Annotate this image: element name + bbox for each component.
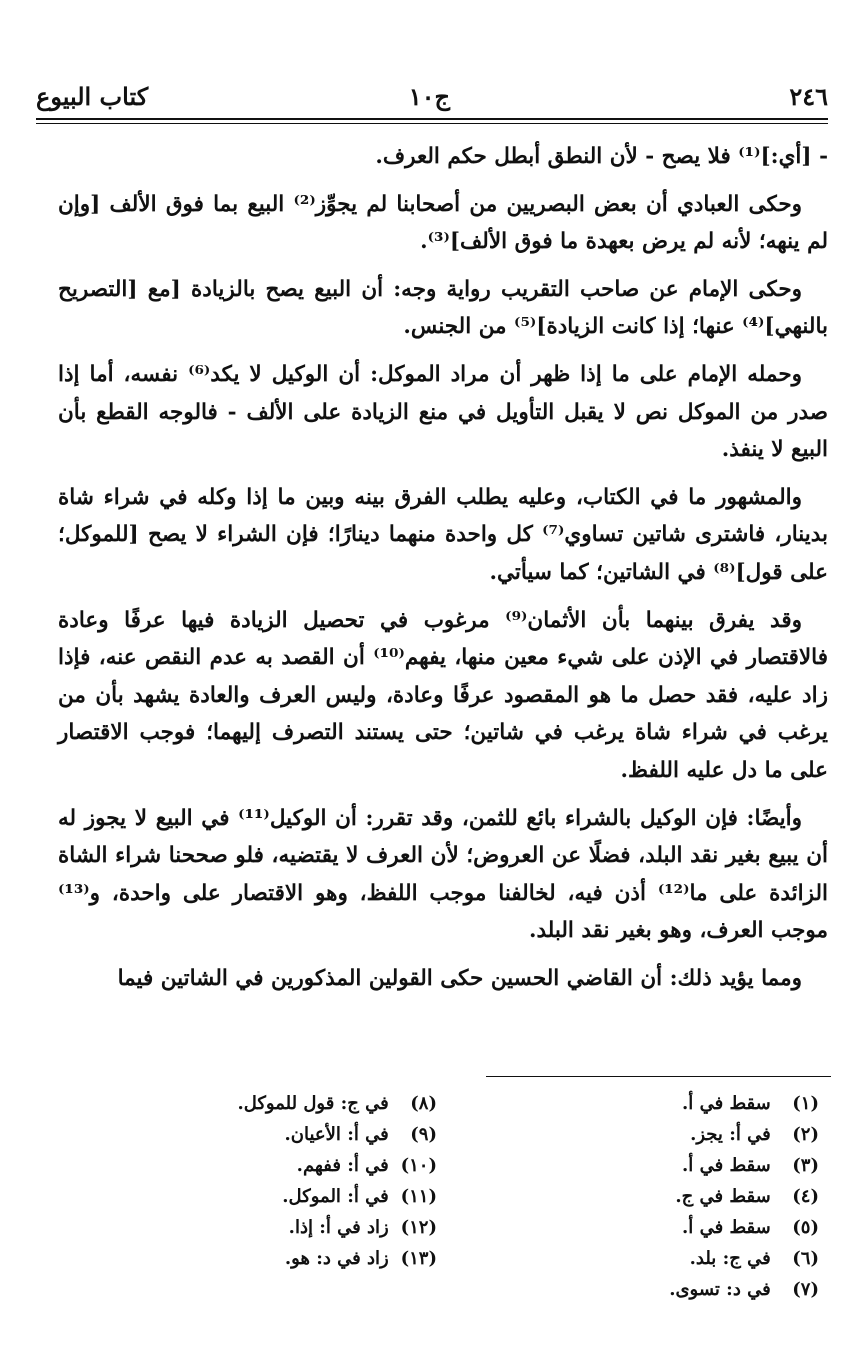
footnote-text: في أ: الأعيان. [284,1124,389,1145]
book-title: كتاب البيوع [36,82,149,111]
footnote [489,1088,819,1119]
main-text [58,138,828,997]
footnote [489,1243,819,1274]
footnote-number: (٦) [792,1248,819,1269]
footnote-text: سقط في أ. [682,1155,771,1176]
paragraph: - [أي:]⁽¹⁾ فلا يصح - لأن النطق أبطل حكم العرف. [375,144,828,169]
page-number: ٢٤٦ [789,82,828,111]
footnote [489,1119,819,1150]
paragraph: وقد يفرق بينهما بأن الأثمان⁽⁹⁾ مرغوب في تحصيل الزيادة فيها عرفًا وعادة فالاقتصار في الإذن على شيء معين منها، يفهم⁽¹⁰⁾ أن القصد به عدم النقص عنه، فإذا زاد عليه، فقد حصل ما هو المقصود عرفًا وعادة، وليس العرف والعادة يشهد بأن من يرغب في شراء شاة يرغب في شاتين؛ حتى يستند التصرف إليهما؛ فوجب الاقتصار على ما دل عليه اللفظ. [58,607,829,783]
footnote [489,1150,819,1181]
footnote [107,1088,437,1119]
footnote [107,1181,437,1212]
paragraph: وحكى العبادي أن بعض البصريين من أصحابنا لم يجوِّز⁽²⁾ البيع بما فوق الألف [وإن لم ينهه؛ لأنه لم يرض بعهدة ما فوق الألف]⁽³⁾. [58,191,828,255]
footnote-number: (١٢) [400,1217,437,1238]
paragraph: وحمله الإمام على ما إذا ظهر أن مراد الموكل: أن الوكيل لا يكد⁽⁶⁾ نفسه، أما إذا صدر من الموكل نص لا يقبل التأويل في منع الزيادة على الألف - فالوجه القطع بأن البيع لا ينفذ. [58,361,828,463]
footnote-separator [486,1076,831,1077]
footnote-number: (٣) [792,1155,819,1176]
footnote-number: (١٣) [400,1248,437,1269]
footnote-text: سقط في أ. [682,1093,771,1114]
footnote-text: في د: تسوى. [669,1279,771,1300]
footnote [107,1243,437,1274]
footnote-text: سقط في ج. [675,1186,771,1207]
footnote-text: في ج: بلد. [689,1248,771,1269]
footnote-number: (٩) [410,1124,437,1145]
paragraph: وحكى الإمام عن صاحب التقريب رواية وجه: أن البيع يصح بالزيادة [مع [التصريح بالنهي]⁽⁴⁾ عنها؛ إذا كانت الزيادة]⁽⁵⁾ من الجنس. [58,276,828,340]
footnote-text: في أ: ففهم. [296,1155,389,1176]
footnote-number: (١١) [400,1186,437,1207]
footnote-text: في أ: الموكل. [282,1186,389,1207]
footnote [107,1212,437,1243]
footnote [107,1119,437,1150]
footnote-number: (٨) [410,1093,437,1114]
footnote-text: زاد في أ: إذا. [288,1217,389,1238]
footnote-number: (١) [792,1093,819,1114]
footnote [489,1181,819,1212]
paragraph: ومما يؤيد ذلك: أن القاضي الحسين حكى القولين المذكورين في الشاتين فيما [117,965,802,991]
footnote-number: (٥) [792,1217,819,1238]
header-rule [36,118,828,120]
footnote-number: (٧) [792,1279,819,1300]
footnotes-column-left [107,1088,437,1274]
running-header [36,82,828,118]
paragraph: وأيضًا: فإن الوكيل بالشراء بائع للثمن، وقد تقرر: أن الوكيل⁽¹¹⁾ في البيع لا يجوز له أن يبيع بغير نقد البلد، فضلًا عن العروض؛ لأن العرف لا يقتضيه، فلو صححنا شراء الشاة الزائدة على ما⁽¹²⁾ أذن فيه، لخالفنا موجب اللفظ، وهو الاقتصار على واحدة، و⁽¹³⁾ موجب العرف، وهو بغير نقد البلد. [58,805,829,944]
footnote-number: (٢) [792,1124,819,1145]
footnote [489,1274,819,1305]
footnote-text: زاد في د: هو. [284,1248,389,1269]
footnote-text: في أ: يجز. [690,1124,771,1145]
footnote [107,1150,437,1181]
volume-label: ج١٠ [408,82,450,111]
footnote-number: (٤) [792,1186,819,1207]
footnote [489,1212,819,1243]
footnote-text: سقط في أ. [682,1217,771,1238]
footnotes-column-right [489,1088,819,1305]
header-rule-thin [36,123,828,124]
footnote-text: في ج: قول للموكل. [237,1093,389,1114]
paragraph: والمشهور ما في الكتاب، وعليه يطلب الفرق بينه وبين ما إذا وكله في شراء شاة بدينار، فاشترى شاتين تساوي⁽⁷⁾ كل واحدة منهما دينارًا؛ فإن الشراء لا يصح [للموكل؛ على قول]⁽⁸⁾ في الشاتين؛ كما سيأتي. [58,484,828,585]
footnote-number: (١٠) [400,1155,437,1176]
